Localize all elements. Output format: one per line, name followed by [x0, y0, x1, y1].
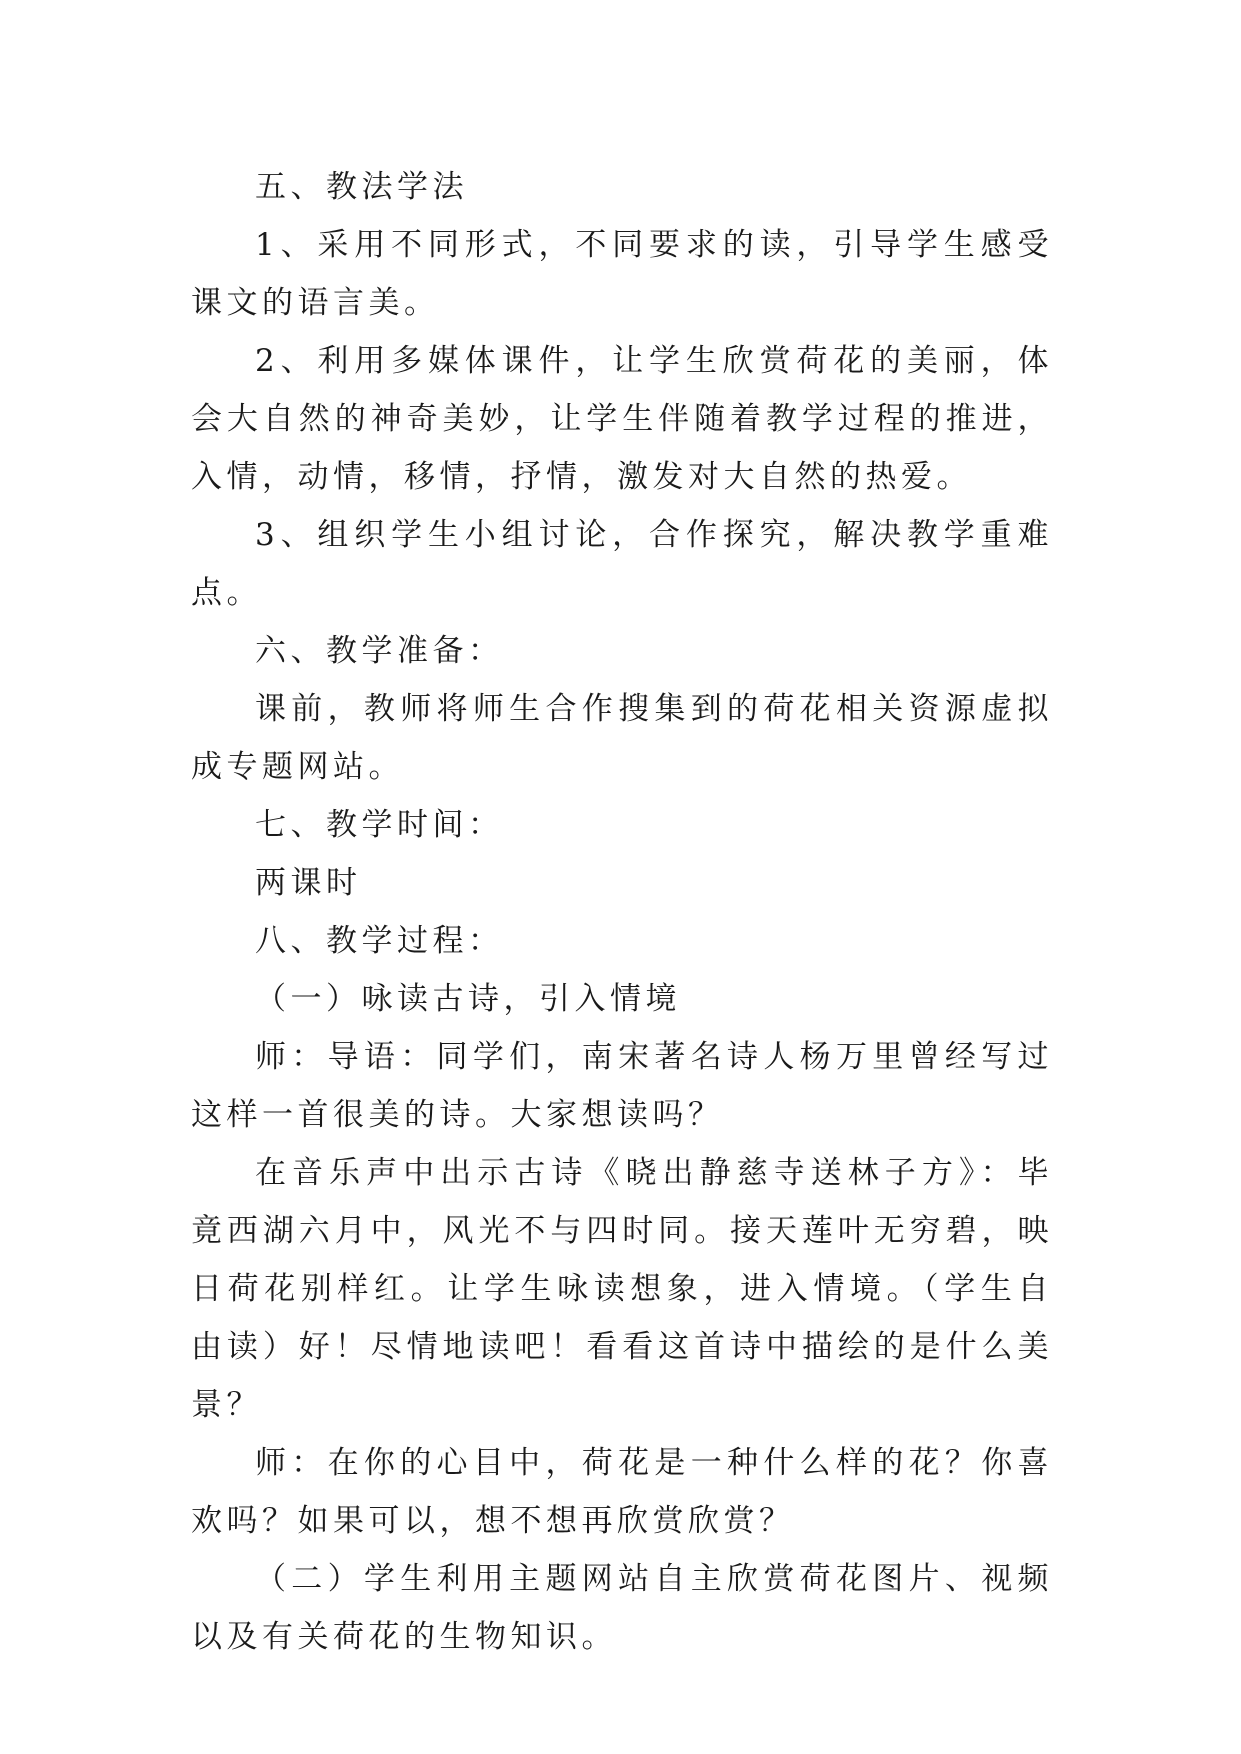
heading-teaching-time: 七、教学时间：: [255, 807, 504, 843]
paragraph-preparation: 课前，教师将师生合作搜集到的荷花相关资源虚拟成专题网站。: [191, 691, 1053, 785]
subheading-step-1: （一）咏读古诗，引入情境: [255, 981, 681, 1017]
paragraph-poem: 在音乐声中出示古诗《晓出静慈寺送林子方》：毕竟西湖六月中，风光不与四时同。接天莲叶无穷碧，映日荷花别样红。让学生咏读想象，进入情境。（学生自由读）好！尽情地读吧！看看这首诗中描绘的是什么美景？: [191, 1155, 1053, 1423]
paragraph-time: 两课时: [255, 865, 362, 901]
paragraph-method-3: 3、组织学生小组讨论，合作探究，解决教学重难点。: [191, 517, 1053, 611]
paragraph-method-1: 1、采用不同形式，不同要求的读，引导学生感受课文的语言美。: [191, 227, 1053, 321]
paragraph-teacher-intro: 师：导语：同学们，南宋著名诗人杨万里曾经写过这样一首很美的诗。大家想读吗？: [191, 1039, 1053, 1133]
heading-teaching-process: 八、教学过程：: [255, 923, 504, 959]
paragraph-teacher-question: 师：在你的心目中，荷花是一种什么样的花？你喜欢吗？如果可以，想不想再欣赏欣赏？: [191, 1445, 1053, 1539]
subheading-step-2: （二）学生利用主题网站自主欣赏荷花图片、视频以及有关荷花的生物知识。: [191, 1561, 1053, 1655]
heading-teaching-preparation: 六、教学准备：: [255, 633, 504, 669]
heading-teaching-methods: 五、教法学法: [255, 169, 468, 205]
document-body: [191, 158, 1053, 1666]
paragraph-method-2: 2、利用多媒体课件，让学生欣赏荷花的美丽，体会大自然的神奇美妙，让学生伴随着教学过程的推进，入情，动情，移情，抒情，激发对大自然的热爱。: [191, 343, 1053, 495]
